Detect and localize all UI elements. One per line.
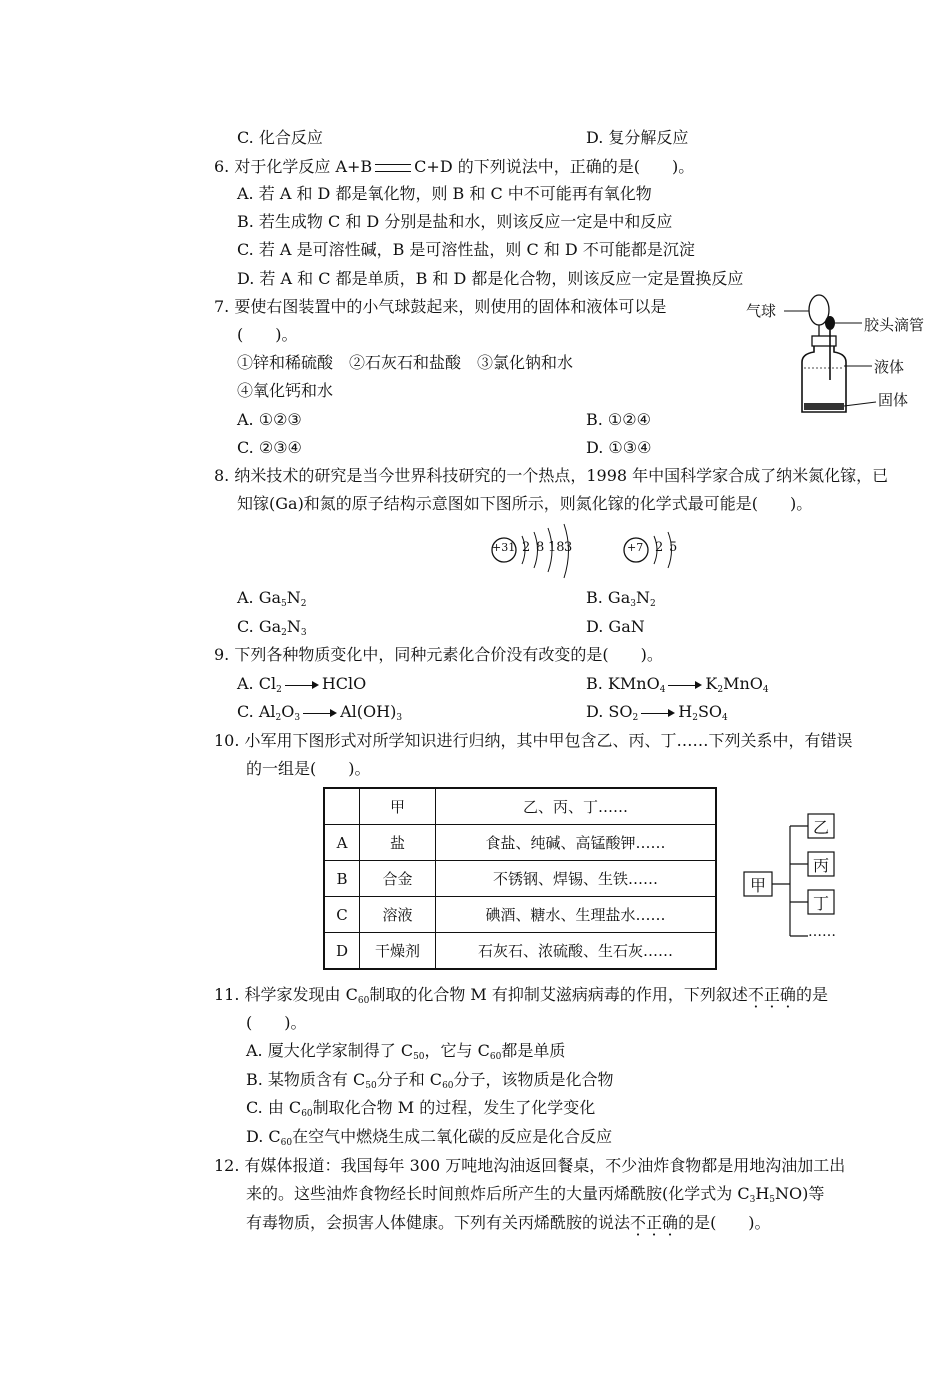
- balloon-label: 气球: [746, 302, 777, 320]
- arrow-icon: [303, 708, 337, 718]
- table-row: B 合金 不锈钢、焊锡、生铁……: [324, 861, 716, 897]
- q6-option-a: A. 若 A 和 D 都是氧化物，则 B 和 C 中不可能再有氧化物: [237, 184, 652, 203]
- q7-items-2: ④氧化钙和水: [237, 381, 334, 400]
- q11-stem: 11. 科学家发现由 $C_{60}$制取的化合物 M 有抑制艾滋病病毒的作用，下列叙述不正确的是: [214, 985, 828, 1006]
- q8-stem-2: 知镓(Ga)和氮的原子结构示意图如下图所示，则氮化镓的化学式最可能是( )。: [237, 494, 813, 513]
- q6-option-d: D. 若 A 和 C 都是单质，B 和 D 都是化合物，则该反应一定是置换反应: [237, 269, 744, 288]
- table-row: C 溶液 碘酒、糖水、生理盐水……: [324, 897, 716, 933]
- ga-shell-1: 2: [522, 540, 531, 555]
- q11-option-d: D. $C_{60}$在空气中燃烧生成二氧化碳的反应是化合反应: [246, 1127, 613, 1148]
- q10-stem-2: 的一组是( )。: [246, 759, 371, 778]
- q6-stem-post: C+D 的下列说法中，正确的是( )。: [414, 157, 695, 176]
- q6-stem: [214, 156, 694, 178]
- tree-diagram: [742, 810, 862, 950]
- q7-items-1: ①锌和稀硫酸 ②石灰石和盐酸 ③氯化钠和水: [237, 353, 574, 372]
- q7-option-c: C. ②③④: [237, 438, 302, 457]
- q7-stem: 7. 要使右图装置中的小气球鼓起来，则使用的固体和液体可以是: [214, 297, 667, 316]
- n-shell-1: 2: [655, 540, 664, 555]
- tree-child-2: 丙: [813, 856, 830, 875]
- q6-option-b: B. 若生成物 C 和 D 分别是盐和水，则该反应一定是中和反应: [237, 212, 673, 231]
- emphasis-text: 不正确: [630, 1213, 679, 1232]
- classification-table: [323, 787, 717, 970]
- q7-paren: ( )。: [237, 325, 298, 344]
- liquid-label: 液体: [874, 358, 905, 376]
- q5-option-c: C. 化合反应: [237, 128, 323, 147]
- dropper-label: 胶头滴管: [864, 316, 925, 334]
- ga-shell-3: 18: [548, 540, 565, 555]
- tree-more: ……: [808, 924, 836, 940]
- q10-stem: 10. 小军用下图形式对所学知识进行归纳，其中甲包含乙、丙、丁……下列关系中，有错误: [214, 731, 853, 750]
- apparatus-figure: [742, 290, 942, 420]
- q8-stem: 8. 纳米技术的研究是当今世界科技研究的一个热点，1998 年中国科学家合成了纳米氮化镓，已: [214, 466, 889, 485]
- q8-option-d: D. GaN: [586, 617, 645, 636]
- q11-option-c: C. 由 $C_{60}$制取化合物 M 的过程，发生了化学变化: [246, 1098, 596, 1119]
- q12-stem-3: 有毒物质，会损害人体健康。下列有关丙烯酰胺的说法不正确的是( )。: [246, 1213, 771, 1232]
- arrow-icon: [668, 680, 702, 690]
- q7-option-a: A. ①②③: [237, 410, 302, 429]
- q9-option-b: B. KMnO$_4$ $K_2MnO_4$: [586, 674, 769, 695]
- q11-option-b: B. 某物质含有 $C_{50}$分子和 $C_{60}$分子，该物质是化合物: [246, 1070, 614, 1091]
- q7-option-b: B. ①②④: [586, 410, 651, 429]
- table-row: D 干燥剂 石灰石、浓硫酸、生石灰……: [324, 933, 716, 970]
- tree-child-3: 丁: [813, 894, 830, 913]
- atom-diagrams: [488, 522, 688, 582]
- q11-option-a: A. 厦大化学家制得了 $C_{50}$，它与 $C_{60}$都是单质: [246, 1041, 566, 1062]
- solid-label: 固体: [878, 391, 909, 409]
- q8-option-c: C. $Ga_2N_3$: [237, 617, 307, 638]
- q6-stem-pre: 6. 对于化学反应 A+B: [214, 157, 373, 176]
- tree-child-1: 乙: [813, 818, 830, 837]
- q11-paren: ( )。: [246, 1013, 307, 1032]
- equals-sign-icon: [375, 164, 411, 172]
- table-row: A 盐 食盐、纯碱、高锰酸钾……: [324, 825, 716, 861]
- q12-stem: 12. 有媒体报道：我国每年 300 万吨地沟油返回餐桌，不少油炸食物都是用地沟油加工出: [214, 1156, 846, 1175]
- q9-stem: 9. 下列各种物质变化中，同种元素化合价没有改变的是( )。: [214, 645, 663, 664]
- tree-root: 甲: [750, 876, 767, 895]
- n-nucleus: +7: [627, 541, 644, 554]
- q9-option-c: C. $Al_2O_3$ $Al(OH)_3$: [237, 702, 403, 723]
- q12-stem-2: 来的。这些油炸食物经长时间煎炸后所产生的大量丙烯酰胺(化学式为 $C_3H_5NO$)等: [246, 1184, 825, 1205]
- q9-option-a: A. $Cl_2$ HClO: [237, 674, 367, 695]
- q7-option-d: D. ①③④: [586, 438, 652, 457]
- q6-option-c: C. 若 A 是可溶性碱，B 是可溶性盐，则 C 和 D 不可能都是沉淀: [237, 240, 695, 259]
- q9-option-d: D. $SO_2$ $H_2SO_4$: [586, 702, 728, 723]
- emphasis-text: 不正确: [747, 985, 796, 1004]
- q5-option-d: D. 复分解反应: [586, 128, 689, 147]
- arrow-icon: [285, 680, 319, 690]
- q8-option-b: B. $Ga_3N_2$: [586, 588, 656, 609]
- ga-nucleus: +31: [492, 541, 516, 554]
- arrow-icon: [641, 708, 675, 718]
- table-header-row: 甲 乙、丙、丁……: [324, 788, 716, 825]
- n-shell-2: 5: [669, 540, 678, 555]
- ga-shell-4: 3: [564, 540, 573, 555]
- ga-shell-2: 8: [536, 540, 545, 555]
- q8-option-a: A. $Ga_5N_2$: [237, 588, 307, 609]
